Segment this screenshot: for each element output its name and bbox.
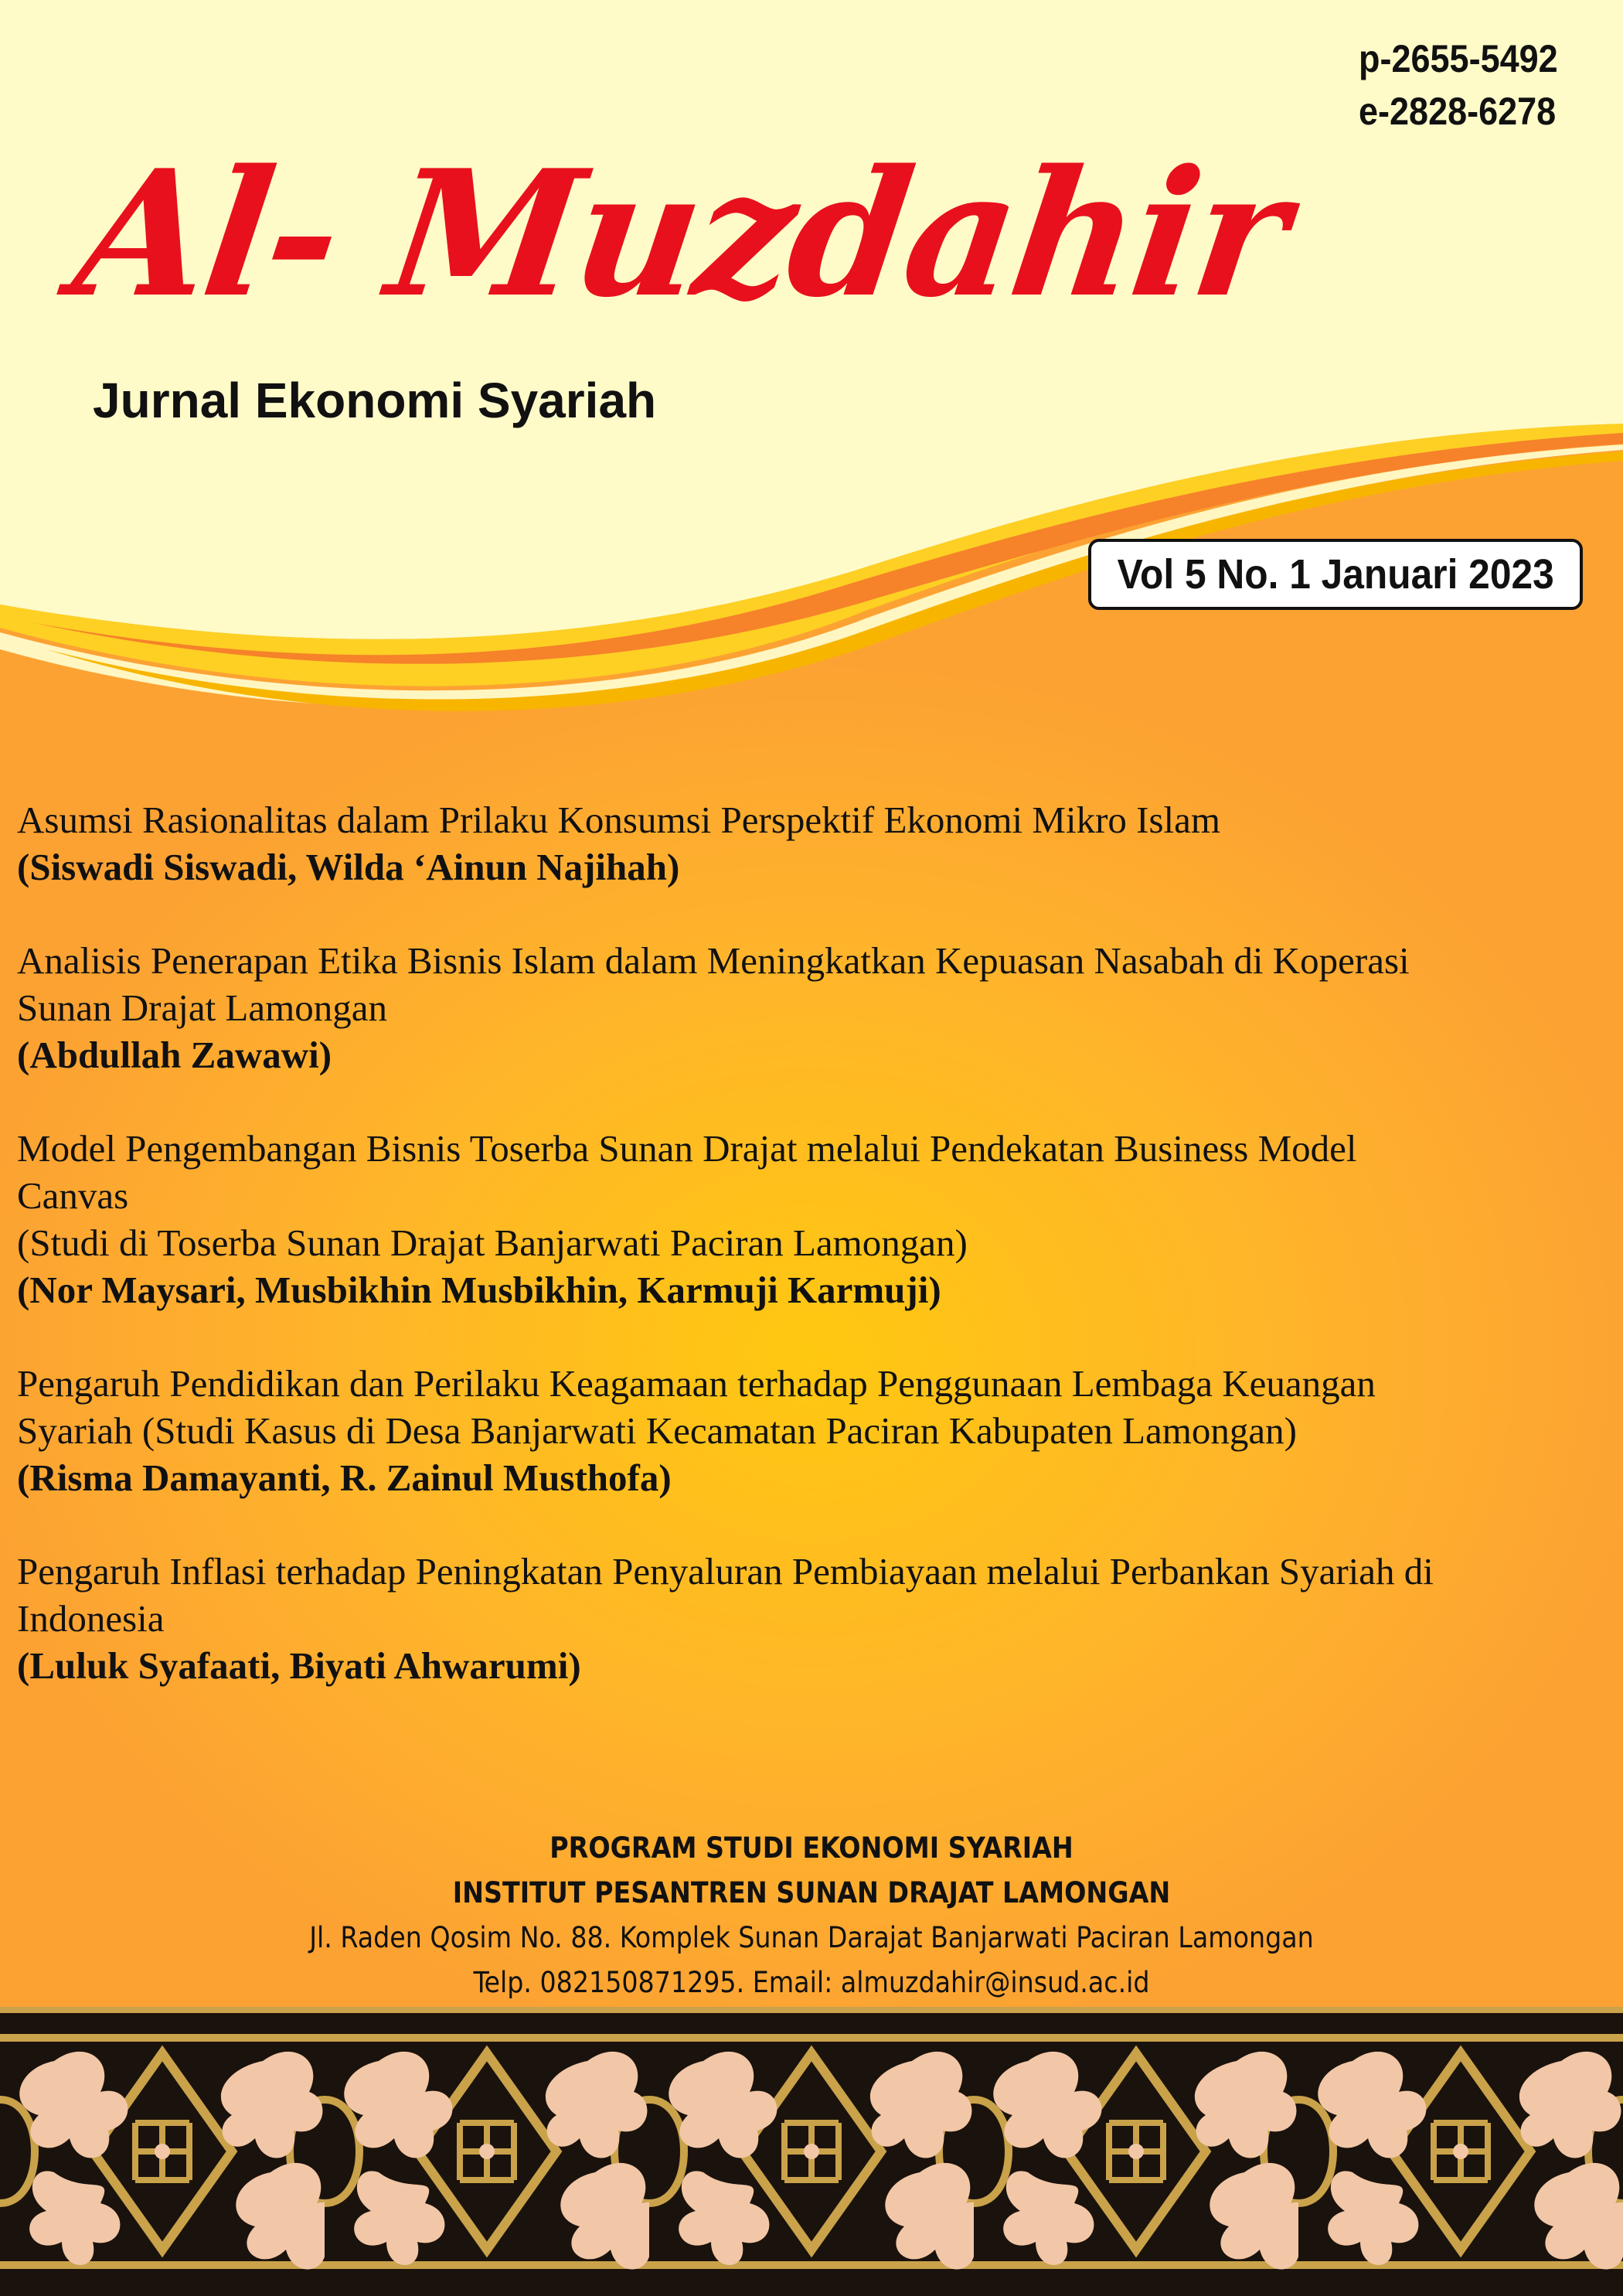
article-item[interactable] [17,937,1601,1078]
article-title-continued: Syariah (Studi Kasus di Desa Banjarwati Kecamatan Paciran Kabupaten Lamongan) [17,1409,1297,1452]
article-title: Analisis Penerapan Etika Bisnis Islam dalam Meningkatkan Kepuasan Nasabah di Koperasi [17,939,1410,982]
article-title: Pengaruh Inflasi terhadap Peningkatan Penyaluran Pembiayaan melalui Perbankan Syariah di [17,1550,1434,1593]
article-item[interactable] [17,1548,1601,1689]
publisher-footer [0,1826,1623,2005]
volume-badge [1088,539,1583,610]
article-item[interactable] [17,1360,1601,1501]
publisher-address: Jl. Raden Qosim No. 88. Komplek Sunan Darajat Banjarwati Paciran Lamongan [309,1921,1314,1954]
article-authors: (Nor Maysari, Musbikhin Musbikhin, Karmuji Karmuji) [17,1269,941,1311]
article-title-continued: Sunan Drajat Lamongan [17,986,387,1029]
issn-electronic: e-2828-6278 [1358,90,1556,133]
publisher-contact: Telp. 082150871295. Email: almuzdahir@insud.ac.id [473,1966,1150,1999]
article-authors: (Luluk Syafaati, Biyati Ahwarumi) [17,1644,581,1687]
article-title: Asumsi Rasionalitas dalam Prilaku Konsumsi Perspektif Ekonomi Mikro Islam [17,799,1220,841]
article-item[interactable] [17,1125,1601,1313]
article-title: Model Pengembangan Bisnis Toserba Sunan Drajat melalui Pendekatan Business Model [17,1127,1357,1170]
issn-block [1359,32,1580,138]
issn-print: p-2655-5492 [1358,37,1558,80]
ornamental-border-pattern-icon [0,2007,1623,2296]
article-item[interactable] [17,796,1601,891]
program-name: PROGRAM STUDI EKONOMI SYARIAH [550,1831,1073,1865]
institute-name: INSTITUT PESANTREN SUNAN DRAJAT LAMONGAN [452,1876,1171,1909]
table-of-contents [17,796,1601,1736]
article-authors: (Risma Damayanti, R. Zainul Musthofa) [17,1456,672,1499]
article-authors: (Abdullah Zawawi) [17,1034,332,1076]
journal-logo-title: Al- Muzdahir [64,131,1297,336]
article-authors: (Siswadi Siswadi, Wilda ‘Ainun Najihah) [17,846,680,888]
article-title-continued: Indonesia [17,1597,165,1640]
article-subtitle: (Studi di Toserba Sunan Drajat Banjarwati Paciran Lamongan) [17,1221,968,1264]
journal-subtitle: Jurnal Ekonomi Syariah [93,373,657,428]
article-title: Pengaruh Pendidikan dan Perilaku Keagamaan terhadap Penggunaan Lembaga Keuangan [17,1362,1376,1405]
volume-label: Vol 5 No. 1 Januari 2023 [1117,551,1554,598]
article-title-continued: Canvas [17,1174,129,1217]
